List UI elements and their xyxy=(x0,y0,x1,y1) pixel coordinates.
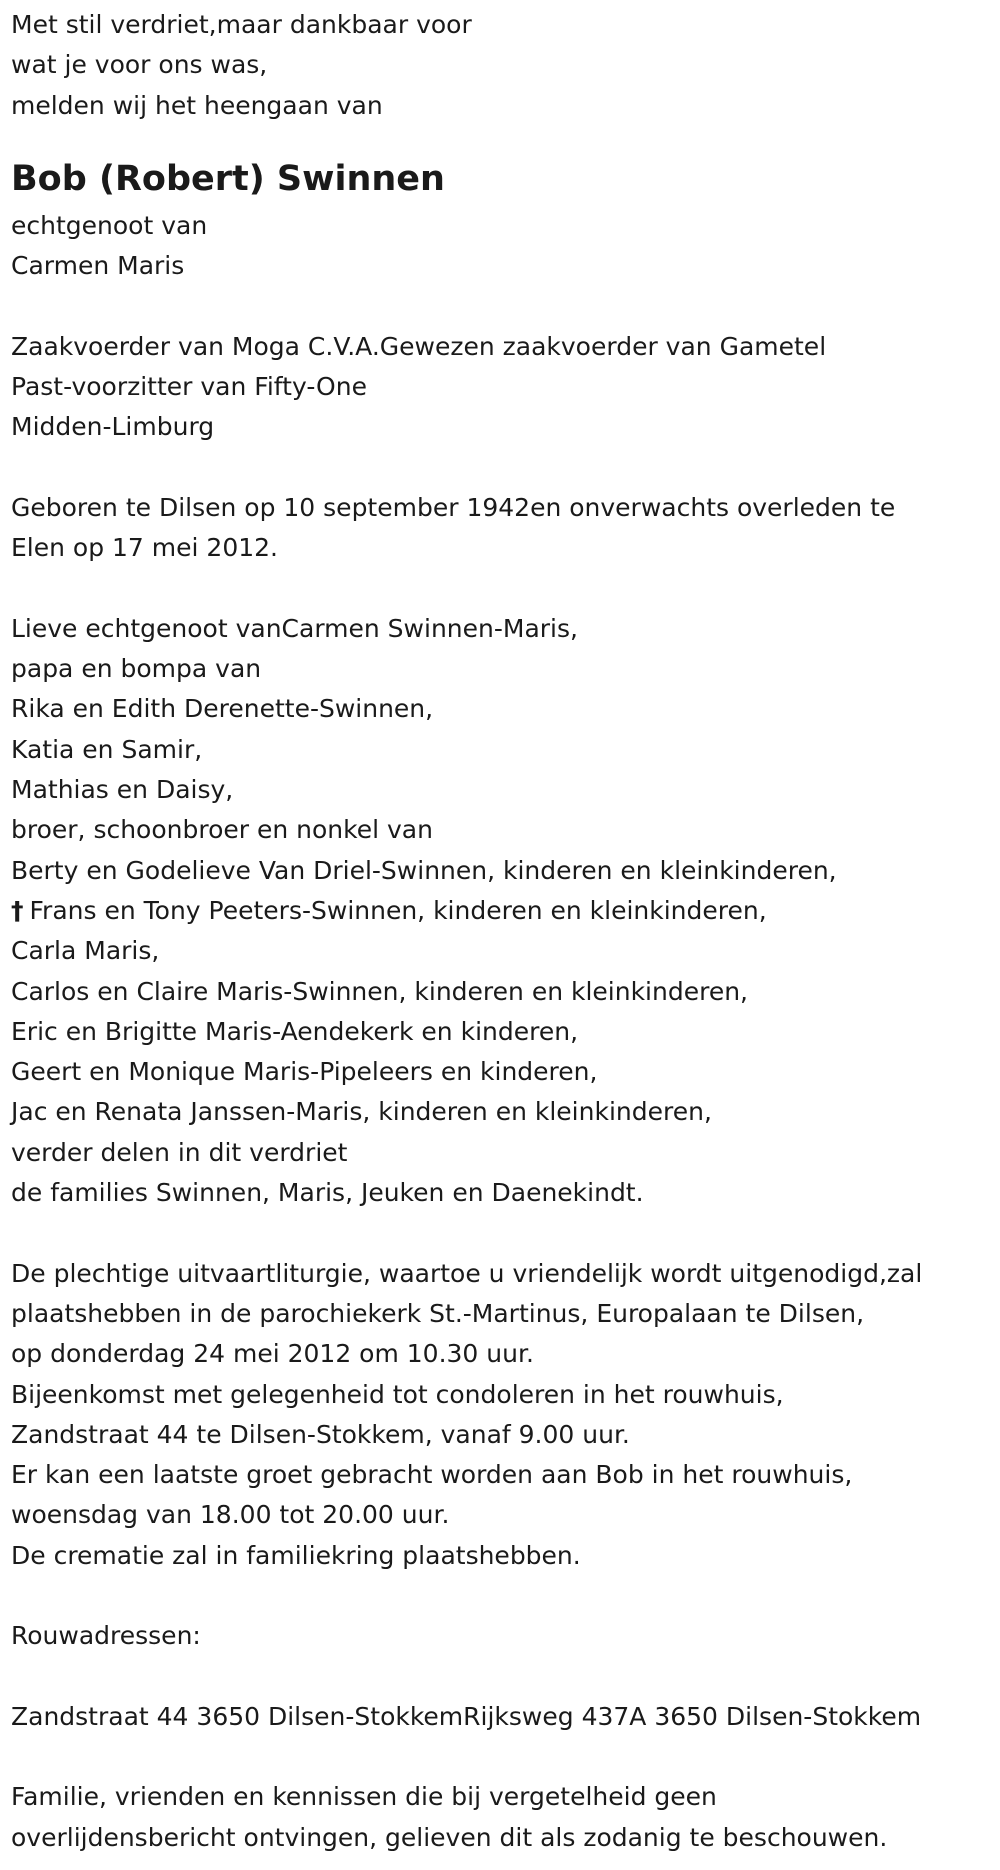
deceased-name: Bob (Robert) Swinnen xyxy=(11,158,445,199)
spouse-section xyxy=(11,206,1000,287)
ceremony-line: De plechtige uitvaartliturgie, waartoe u vriendelijk wordt uitgenodigd,zal xyxy=(11,1258,923,1288)
birth-death-section xyxy=(11,488,1000,569)
spacer xyxy=(11,286,1000,326)
intro-line: Met stil verdriet,maar dankbaar voor xyxy=(11,10,472,39)
family-line: Carla Maris, xyxy=(11,936,160,966)
ceremony-line: plaatshebben in de parochiekerk St.-Martinus, Europalaan te Dilsen, xyxy=(11,1298,865,1328)
spacer xyxy=(11,1737,1000,1777)
family-line: Lieve echtgenoot vanCarmen Swinnen-Maris, xyxy=(11,613,578,643)
intro-section xyxy=(11,5,1000,126)
ceremony-line: Er kan een laatste groet gebracht worden aan Bob in het rouwhuis, xyxy=(11,1460,853,1490)
family-line: Berty en Godelieve Van Driel-Swinnen, kinderen en kleinkinderen, xyxy=(11,855,837,885)
intro-line: wat je voor ons was, xyxy=(11,50,268,80)
spouse-line: echtgenoot van xyxy=(11,210,208,240)
spacer xyxy=(11,1576,1000,1616)
family-section xyxy=(11,609,1000,1213)
ceremony-line: woensdag van 18.00 tot 20.00 uur. xyxy=(11,1500,450,1530)
family-line: broer, schoonbroer en nonkel van xyxy=(11,815,433,845)
addresses-line: Zandstraat 44 3650 Dilsen-StokkemRijksweg 437A 3650 Dilsen-Stokkem xyxy=(11,1701,922,1731)
ceremony-line: Zandstraat 44 te Dilsen-Stokkem, vanaf 9.00 uur. xyxy=(11,1419,630,1449)
birth-death-line: Elen op 17 mei 2012. xyxy=(11,533,278,563)
family-line: de families Swinnen, Maris, Jeuken en Daenekindt. xyxy=(11,1178,644,1208)
spacer xyxy=(11,448,1000,488)
cross-icon: † xyxy=(11,895,24,925)
family-line: Eric en Brigitte Maris-Aendekerk en kinderen, xyxy=(11,1016,579,1046)
spacer xyxy=(11,1213,1000,1253)
career-line: Midden-Limburg xyxy=(11,412,215,442)
ceremony-line: op donderdag 24 mei 2012 om 10.30 uur. xyxy=(11,1339,534,1369)
family-line: Jac en Renata Janssen-Maris, kinderen en kleinkinderen, xyxy=(11,1097,712,1127)
family-line: verder delen in dit verdriet xyxy=(11,1137,348,1167)
closing-line: overlijdensbericht ontvingen, gelieven dit als zodanig te beschouwen. xyxy=(11,1822,888,1852)
closing-section xyxy=(11,1777,1000,1858)
ceremony-section xyxy=(11,1254,1000,1576)
family-line: Katia en Samir, xyxy=(11,734,203,764)
spacer xyxy=(11,569,1000,609)
spacer xyxy=(11,1657,1000,1697)
ceremony-line: De crematie zal in familiekring plaatshebben. xyxy=(11,1540,581,1570)
career-line: Past-voorzitter van Fifty-One xyxy=(11,372,367,402)
closing-line: Familie, vrienden en kennissen die bij vergetelheid geen xyxy=(11,1782,717,1812)
family-line: Rika en Edith Derenette-Swinnen, xyxy=(11,694,434,724)
family-line: Carlos en Claire Maris-Swinnen, kinderen en kleinkinderen, xyxy=(11,976,748,1006)
family-line: Mathias en Daisy, xyxy=(11,775,234,805)
family-line: Geert en Monique Maris-Pipeleers en kinderen, xyxy=(11,1057,598,1087)
deceased-relative-text: Frans en Tony Peeters-Swinnen, kinderen en kleinkinderen, xyxy=(29,895,767,925)
birth-death-line: Geboren te Dilsen op 10 september 1942en onverwachts overleden te xyxy=(11,492,896,522)
family-line: papa en bompa van xyxy=(11,654,262,684)
addresses-heading: Rouwadressen: xyxy=(11,1621,201,1651)
career-section xyxy=(11,327,1000,448)
family-line-deceased xyxy=(11,891,1000,931)
spouse-line: Carmen Maris xyxy=(11,251,185,281)
ceremony-line: Bijeenkomst met gelegenheid tot condoleren in het rouwhuis, xyxy=(11,1379,784,1409)
intro-line: melden wij het heengaan van xyxy=(11,90,383,120)
career-line: Zaakvoerder van Moga C.V.A.Gewezen zaakvoerder van Gametel xyxy=(11,331,827,361)
